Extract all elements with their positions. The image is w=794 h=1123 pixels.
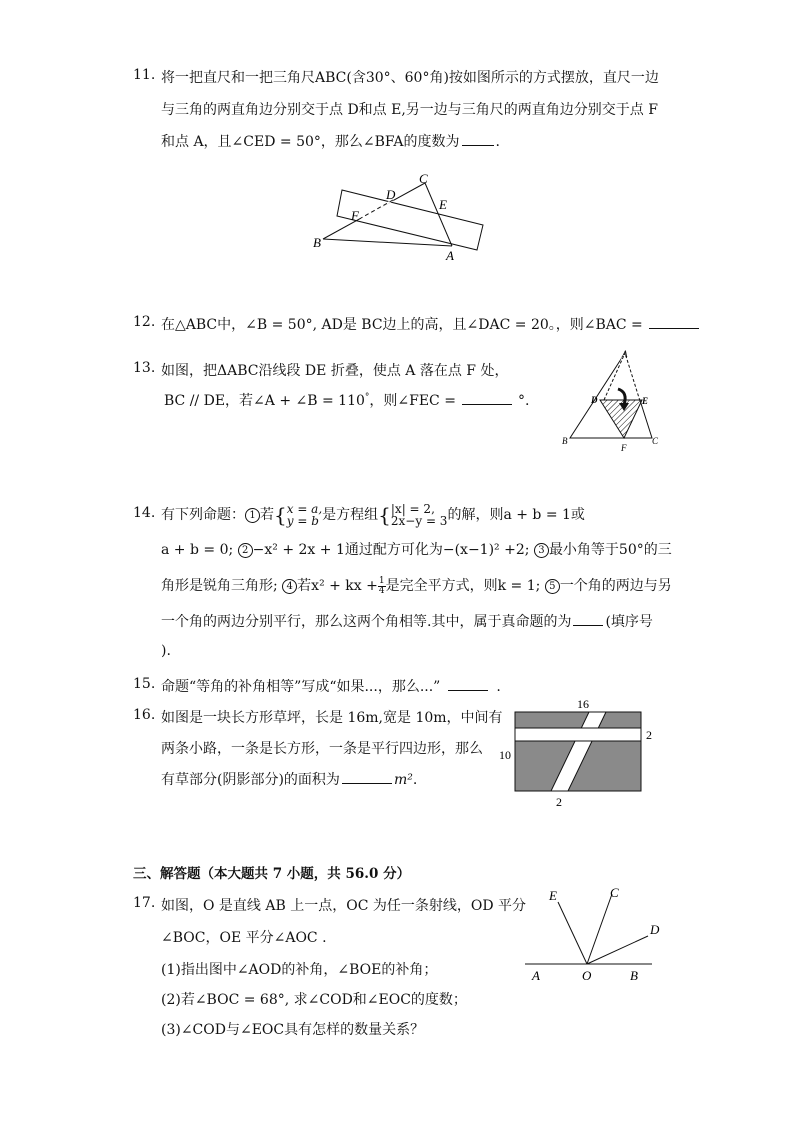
point-label-D: D: [650, 922, 660, 937]
point-label-E: E: [439, 197, 447, 212]
question-14: [133, 503, 673, 663]
question-text-line: 命题“等角的补角相等”写成“如果...，那么...” .: [161, 679, 501, 695]
question-text-line: 一个角的两边分别平行，那么这两个角相等.其中，属于真命题的为 (填序号: [161, 614, 653, 630]
point-label-C: C: [610, 885, 619, 900]
point-label-F: F: [351, 208, 359, 223]
equation-system: |x| = 2, 2x−y = 3: [390, 502, 448, 528]
question-number: 13.: [133, 360, 156, 376]
question-text-line: 与三角的两直角边分别交于点 D和点 E,另一边与三角尺的两直角边分别交于点 F: [161, 102, 658, 118]
answer-blank[interactable]: [448, 678, 488, 691]
answer-blank[interactable]: [462, 133, 494, 146]
sub-question: (3)∠COD与∠EOC具有怎样的数量关系？: [161, 1022, 425, 1038]
point-label-A: A: [622, 349, 628, 359]
question-number: 15.: [133, 676, 156, 692]
figure-ruler-triangle: [305, 168, 490, 263]
point-label-E: E: [642, 396, 649, 406]
question-11: [133, 67, 673, 167]
dim-label-length: 16: [577, 697, 589, 711]
question-text-line: 如图，O 是直线 AB 上一点，OC 为任一条射线，OD 平分: [161, 898, 527, 914]
question-text-line: 有下列命题： 1 若{ x = a, y = b 是方程组{ |x| = 2, 2x−y = 3 的解，则a + b = 1或: [161, 502, 585, 528]
point-label-D: D: [386, 187, 396, 202]
question-number: 14.: [133, 505, 156, 521]
circled-number: 3: [534, 543, 549, 558]
point-label-C: C: [419, 171, 428, 186]
point-label-B: B: [313, 235, 321, 250]
question-text-line: ).: [161, 643, 171, 659]
question-text-line: 如图，把ΔABC沿线段 DE 折叠，使点 A 落在点 F 处，: [161, 363, 509, 379]
dim-label-width: 10: [499, 748, 511, 762]
question-text-line: 两条小路，一条是长方形，一条是平行四边形，那么: [161, 741, 483, 757]
equation-system: x = a, y = b: [286, 502, 323, 528]
point-label-E: E: [549, 888, 557, 903]
point-label-D: D: [591, 395, 598, 405]
circled-number: 1: [245, 508, 260, 523]
question-15: [133, 676, 673, 696]
point-label-F: F: [621, 443, 627, 453]
circled-number: 2: [238, 543, 253, 558]
answer-blank[interactable]: [342, 771, 392, 784]
point-label-A: A: [532, 968, 540, 983]
question-text-line: 在△ABC中，∠B = 50°, AD是 BC边上的高，且∠DAC = 20。，则∠BAC =: [161, 314, 699, 334]
point-label-B: B: [562, 436, 568, 446]
question-text-line: a + b = 0; 2 −x² + 2x + 1通过配方可化为−(x−1)² +2; 3 最小角等于50°的三: [161, 542, 672, 558]
answer-blank[interactable]: [649, 316, 699, 329]
question-text-line: ∠BOC，OE 平分∠AOC .: [161, 930, 327, 946]
question-12: [133, 314, 673, 334]
point-label-O: O: [582, 968, 592, 983]
answer-blank[interactable]: [462, 392, 512, 405]
sub-question: (1)指出图中∠AOD的补角，∠BOE的补角；: [161, 962, 438, 978]
figure-angle-bisectors: [520, 880, 670, 985]
question-number: 11.: [133, 67, 156, 83]
question-number: 16.: [133, 707, 156, 723]
question-number: 17.: [133, 895, 156, 911]
question-text-line: 如图是一块长方形草坪，长是 16m,宽是 10m，中间有: [161, 710, 503, 726]
question-text-line: 和点 A，且∠CED = 50°，那么∠BFA的度数为 .: [161, 134, 500, 150]
point-label-B: B: [630, 968, 638, 983]
question-text-line: BC // DE，若∠A + ∠B = 110°，则∠FEC = °.: [164, 392, 530, 409]
sub-question: (2)若∠BOC = 68°, 求∠COD和∠EOC的度数；: [161, 992, 467, 1008]
fraction: $\frac{1}{4}$: [378, 575, 385, 596]
answer-blank[interactable]: [573, 613, 603, 626]
question-number: 12.: [133, 314, 156, 330]
figure-folded-triangle: [560, 345, 670, 455]
point-label-C: C: [652, 436, 659, 446]
circled-number: 4: [282, 579, 297, 594]
question-text-line: 有草部分(阴影部分)的面积为 m².: [161, 772, 418, 788]
point-label-A: A: [446, 248, 454, 263]
dim-label-road-base: 2: [556, 795, 562, 809]
dim-label-road-width: 2: [646, 728, 652, 742]
question-text-line: 将一把直尺和一把三角尺ABC(含30°、60°角)按如图所示的方式摆放，直尺一边: [161, 70, 659, 86]
question-text-line: 角形是锐角三角形; 4 若x² + kx + $\frac{1}{4}$ 是完全平方式，则k = 1; 5 一个角的两边与另: [161, 575, 672, 596]
circled-number: 5: [545, 579, 560, 594]
figure-lawn-rectangle: [495, 695, 665, 810]
section-header: 三、解答题（本大题共 7 小题，共 56.0 分）: [133, 866, 411, 882]
